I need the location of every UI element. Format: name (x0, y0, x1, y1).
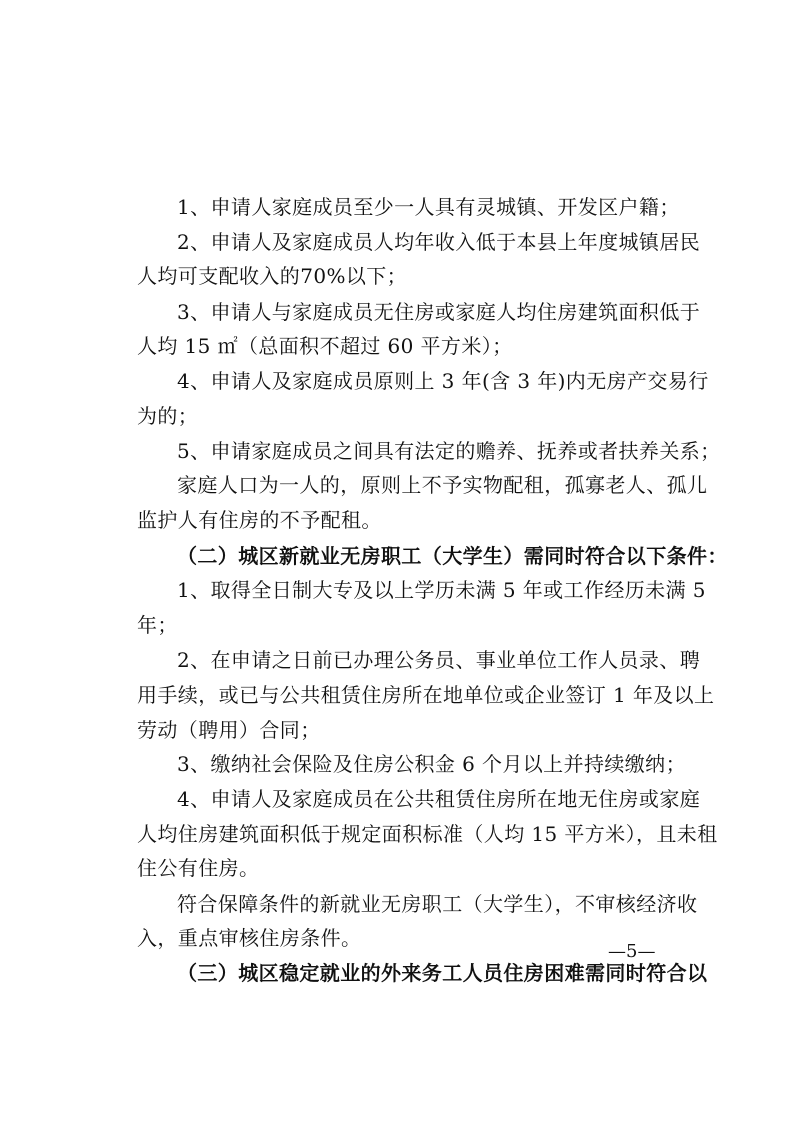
text-line-13: 年； (137, 613, 178, 637)
text-line-2: 2、申请人及家庭成员人均年收入低于本县上年度城镇居民 (177, 230, 701, 254)
text-line-14: 2、在申请之日前已办理公务员、事业单位工作人员录、聘 (177, 648, 701, 672)
section-heading-3: （三）城区稳定就业的外来务工人员住房困难需同时符合以 (177, 961, 708, 985)
text-line-18: 4、申请人及家庭成员在公共租赁住房所在地无住房或家庭 (177, 787, 701, 811)
text-line-9: 家庭人口为一人的，原则上不予实物配租，孤寡老人、孤儿 (177, 473, 708, 497)
text-line-17: 3、缴纳社会保险及住房公积金 6 个月以上并持续缴纳； (177, 752, 686, 776)
text-line-21: 符合保障条件的新就业无房职工（大学生），不审核经济收 (177, 892, 698, 916)
page-number: —5— (608, 941, 656, 962)
text-line-10: 监护人有住房的不予配租。 (137, 508, 382, 532)
text-line-3: 人均可支配收入的70%以下； (137, 264, 408, 288)
text-line-19: 人均住房建筑面积低于规定面积标准（人均 15 平方米），且未租 (137, 822, 718, 846)
text-line-5: 人均 15 ㎡（总面积不超过 60 平方米）； (137, 334, 513, 358)
text-line-7: 为的； (137, 404, 199, 428)
section-heading-2: （二）城区新就业无房职工（大学生）需同时符合以下条件： (177, 544, 728, 568)
text-line-22: 入，重点审核住房条件。 (137, 926, 362, 950)
text-line-8: 5、申请家庭成员之间具有法定的赡养、抚养或者扶养关系； (177, 439, 721, 463)
text-line-16: 劳动（聘用）合同； (137, 718, 321, 742)
text-line-20: 住公有住房。 (137, 856, 260, 880)
text-line-15: 用手续，或已与公共租赁住房所在地单位或企业签订 1 年及以上 (137, 683, 715, 707)
text-line-4: 3、申请人与家庭成员无住房或家庭人均住房建筑面积低于 (177, 300, 701, 324)
text-line-12: 1、取得全日制大专及以上学历未满 5 年或工作经历未满 5 (177, 578, 706, 602)
text-line-6: 4、申请人及家庭成员原则上 3 年(含 3 年)内无房产交易行 (177, 369, 709, 393)
text-line-1: 1、申请人家庭成员至少一人具有灵城镇、开发区户籍； (177, 195, 680, 219)
